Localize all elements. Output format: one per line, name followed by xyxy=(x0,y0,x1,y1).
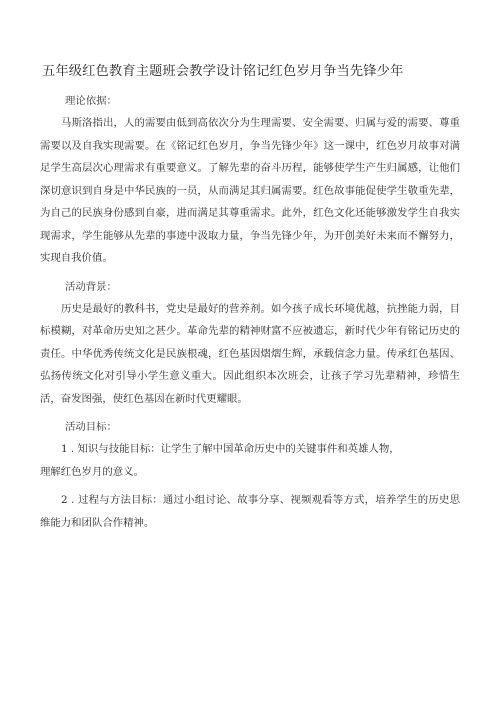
goal-item-1-line-2: 理解红色岁月的意义。 xyxy=(40,465,144,478)
goal-item-1-line-1: 1 . 知识与技能目标：让学生了解中国革命历史中的关键事件和英雄人物， xyxy=(61,443,400,455)
goals-heading: 活动目标： xyxy=(65,421,117,433)
theory-paragraph: 马斯洛指出，人的需要由低到高依次分为生理需要、安全需要、归属与爱的需要、尊重需要以及自我实现需要。在《铭记红色岁月，争当先锋少年》这一课中，红色岁月故事对满足学生高层次心理需求有重要意义。了解先辈的奋斗历程，能够使学生产生归属感，让他们深切意识到自身是中华民族的一员，从而满足其归属需要。红色故事能促使学生敬重先辈，为自己的民族身份感到自豪，进而满足其尊重需求。此外，红色文化还能够激发学生自我实现需求，学生能够从先辈的事迹中汲取力量，争当先锋少年，为开创美好未来而不懈努力，实现自我价值。 xyxy=(40,117,460,264)
goal-item-2: 2 . 过程与方法目标：通过小组讨论、故事分享、视频观看等方式，培养学生的历史思维能力和团队合作精神。 xyxy=(40,494,460,529)
background-paragraph: 历史是最好的教科书，党史是最好的营养剂。如今孩子成长环境优越，抗挫能力弱，目标模糊，对革命历史知之甚少。革命先辈的精神财富不应被遗忘，新时代少年有铭记历史的责任。中华优秀传统文化是民族根魂，红色基因熠熠生辉，承载信念力量。传承红色基因、弘扬传统文化对引导小学生意义重大。因此组织本次班会，让孩子学习先辈精神，珍惜生活，奋发图强，使红色基因在新时代更耀眼。 xyxy=(40,302,460,405)
theory-heading: 理论依据： xyxy=(65,95,117,107)
document-title: 五年级红色教育主题班会教学设计铭记红色岁月争当先锋少年 xyxy=(42,64,404,79)
background-heading: 活动背景： xyxy=(65,280,117,293)
